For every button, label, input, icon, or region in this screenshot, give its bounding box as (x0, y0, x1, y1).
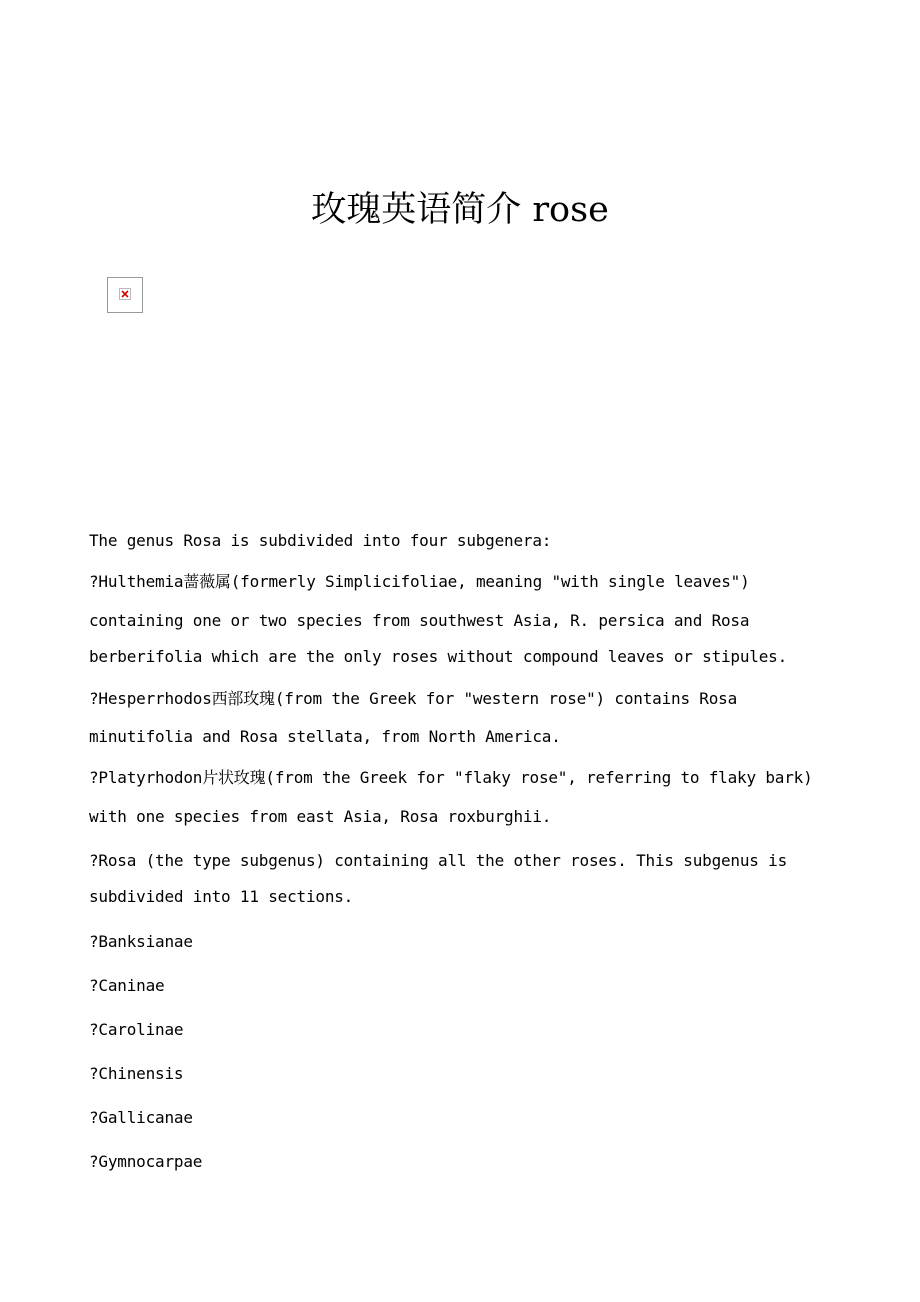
section-item: ?Banksianae (89, 932, 193, 951)
section-item: ?Caninae (89, 976, 165, 995)
subgenus-hesperrhodos-line-2: minutifolia and Rosa stellata, from North America. (89, 727, 561, 746)
subgenus-platyrhodon-line-2: with one species from east Asia, Rosa roxburghii. (89, 807, 552, 826)
broken-image-placeholder (107, 277, 143, 313)
section-item: ?Gymnocarpae (89, 1152, 203, 1171)
page-title: 玫瑰英语简介 rose (311, 190, 609, 230)
subgenus-hulthemia-line-2: containing one or two species from southwest Asia, R. persica and Rosa (89, 611, 750, 630)
subgenus-hulthemia-line-3: berberifolia which are the only roses without compound leaves or stipules. (89, 647, 788, 666)
section-item: ?Chinensis (89, 1064, 184, 1083)
section-item: ?Gallicanae (89, 1108, 193, 1127)
subgenus-rosa-line-1: ?Rosa (the type subgenus) containing all the other roses. This subgenus is (89, 851, 788, 870)
subgenus-hulthemia-line-1: ?Hulthemia蔷薇属(formerly Simplicifoliae, meaning "with single leaves") (89, 572, 750, 591)
subgenus-rosa-line-2: subdivided into 11 sections. (89, 887, 354, 906)
subgenus-platyrhodon-line-1: ?Platyrhodon片状玫瑰(from the Greek for "flaky rose", referring to flaky bark) (89, 768, 813, 787)
section-item: ?Carolinae (89, 1020, 184, 1039)
subgenus-hesperrhodos-line-1: ?Hesperrhodos西部玫瑰(from the Greek for "western rose") contains Rosa (89, 689, 738, 708)
intro-paragraph: The genus Rosa is subdivided into four subgenera: (89, 531, 552, 550)
broken-image-icon (119, 288, 131, 300)
